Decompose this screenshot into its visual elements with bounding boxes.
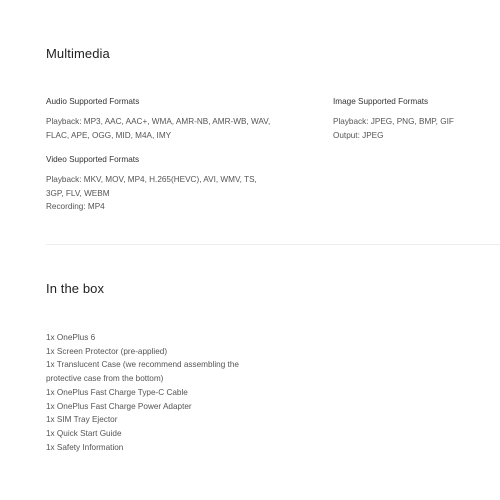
video-formats-line: 3GP, FLV, WEBM: [46, 188, 110, 198]
in-the-box-list: [46, 331, 306, 454]
video-formats-block: [46, 154, 296, 214]
list-item: 1x Screen Protector (pre-applied): [46, 346, 168, 356]
video-formats-heading: Video Supported Formats: [46, 155, 140, 164]
image-formats-line: Output: JPEG: [333, 130, 384, 140]
list-item: 1x OnePlus 6: [46, 333, 96, 342]
audio-formats-block: [46, 96, 296, 142]
list-item: protective case from the bottom): [46, 374, 164, 384]
audio-formats-line: FLAC, APE, OGG, MID, M4A, IMY: [46, 130, 172, 140]
audio-formats-text: [46, 115, 296, 142]
list-item: 1x OnePlus Fast Charge Type-C Cable: [46, 387, 188, 397]
audio-formats-heading: Audio Supported Formats: [46, 97, 140, 106]
in-the-box-title: In the box: [46, 281, 105, 296]
list-item: 1x Translucent Case (we recommend assembling the: [46, 360, 239, 370]
list-item: 1x OnePlus Fast Charge Power Adapter: [46, 401, 192, 411]
video-formats-line: Playback: MKV, MOV, MP4, H.265(HEVC), AVI, WMV, TS,: [46, 175, 257, 184]
image-formats-block: [333, 96, 483, 142]
image-formats-heading: Image Supported Formats: [333, 97, 429, 106]
video-formats-text: [46, 173, 296, 214]
audio-formats-line: Playback: MP3, AAC, AAC+, WMA, AMR-NB, AMR-WB, WAV,: [46, 117, 271, 126]
multimedia-title: Multimedia: [46, 46, 110, 61]
list-item: 1x SIM Tray Ejector: [46, 415, 118, 425]
image-formats-text: [333, 115, 483, 142]
image-formats-line: Playback: JPEG, PNG, BMP, GIF: [333, 117, 454, 126]
list-item: 1x Quick Start Guide: [46, 428, 122, 438]
section-divider: [46, 244, 500, 245]
video-formats-line: Recording: MP4: [46, 202, 105, 212]
list-item: 1x Safety Information: [46, 442, 124, 452]
